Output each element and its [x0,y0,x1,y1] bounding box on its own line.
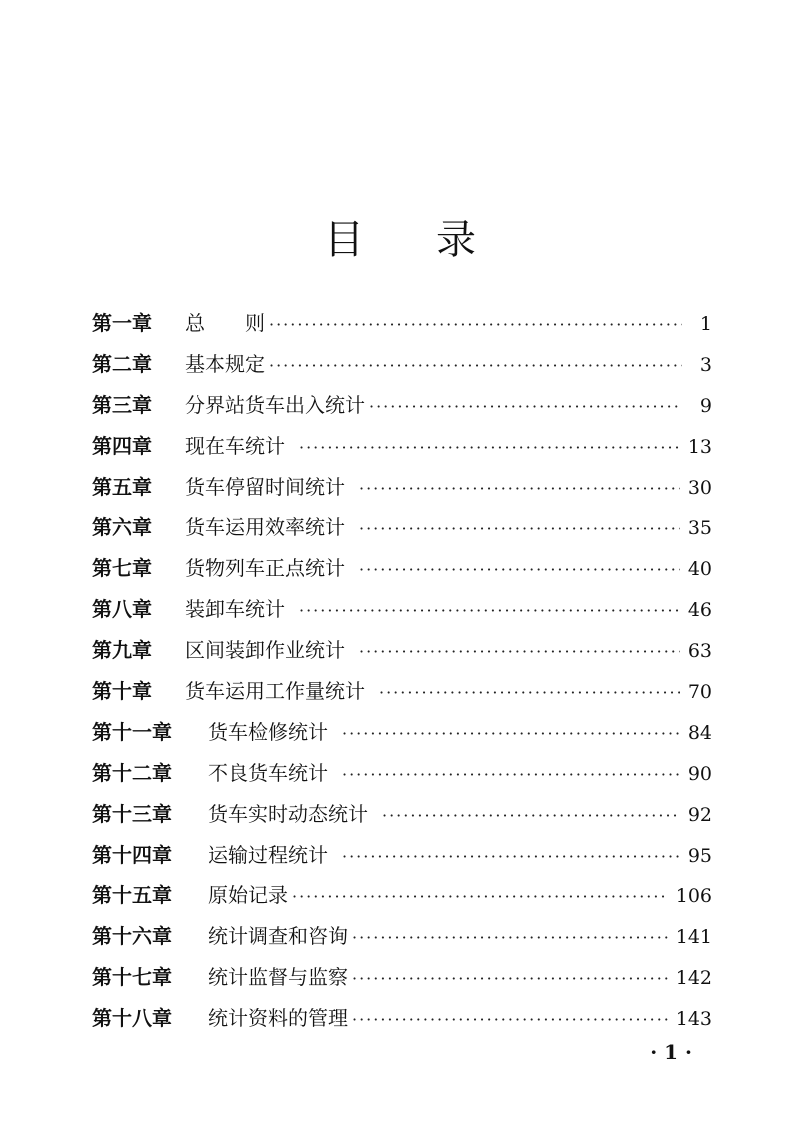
chapter-title: 基本规定 [185,351,265,376]
page-number: 9 [699,394,712,417]
toc-entry[interactable] [92,957,712,998]
table-of-contents [92,303,712,1039]
dot-leader [382,796,680,837]
chapter-number: 第九章 [92,638,152,663]
chapter-title: 货物列车正点统计 [185,556,345,581]
toc-entry[interactable] [92,467,712,508]
page-title-part-2: 录 [436,217,476,263]
chapter-number: 第十八章 [92,1006,172,1031]
page-number: 40 [687,558,712,581]
dot-leader [359,509,680,550]
toc-entry[interactable] [92,794,712,835]
dot-leader [269,346,682,387]
page-number: 143 [675,1008,712,1031]
chapter-number: 第六章 [92,515,152,540]
page-number: 35 [687,517,712,540]
chapter-title: 统计资料的管理 [208,1006,348,1031]
dot-leader [269,305,682,346]
folio-number: · 1 · [650,1040,692,1064]
chapter-number: 第三章 [92,392,152,417]
toc-entry[interactable] [92,998,712,1039]
page-number: 84 [687,721,712,744]
toc-entry[interactable] [92,835,712,876]
toc-entry[interactable] [92,875,712,916]
page-title-part-1: 目 [324,217,364,263]
dot-leader [369,387,682,428]
chapter-number: 第一章 [92,311,152,335]
dot-leader [352,1000,668,1041]
chapter-number: 第十四章 [92,842,172,867]
chapter-title: 装卸车统计 [185,597,285,622]
chapter-title: 货车运用工作量统计 [185,679,365,704]
chapter-title: 现在车统计 [185,433,285,458]
dot-leader [342,714,680,755]
chapter-title: 总 则 [185,311,265,335]
chapter-number: 第十章 [92,679,152,704]
chapter-title: 不良货车统计 [208,760,328,785]
dot-leader [299,428,680,469]
chapter-title: 区间装卸作业统计 [185,638,345,663]
toc-entry[interactable] [92,753,712,794]
chapter-number: 第十六章 [92,924,172,949]
dot-leader [359,550,680,591]
chapter-title: 原始记录 [208,883,288,908]
toc-entry[interactable] [92,589,712,630]
page-number: 141 [675,926,712,949]
page-number: 63 [687,640,712,663]
chapter-title: 统计调查和咨询 [208,924,348,949]
toc-entry[interactable] [92,303,712,344]
chapter-number: 第十七章 [92,965,172,990]
chapter-title: 分界站货车出入统计 [185,392,365,417]
page-number: 30 [687,476,712,499]
page-number: 90 [687,762,712,785]
chapter-number: 第七章 [92,556,152,581]
chapter-number: 第二章 [92,351,152,376]
dot-leader [352,918,668,959]
dot-leader [359,632,680,673]
toc-entry[interactable] [92,630,712,671]
chapter-number: 第十三章 [92,801,172,826]
chapter-title: 运输过程统计 [208,842,328,867]
dot-leader [299,591,680,632]
dot-leader [352,959,668,1000]
dot-leader [342,837,680,878]
toc-entry[interactable] [92,507,712,548]
page-number: 3 [699,353,712,376]
dot-leader [379,673,680,714]
chapter-number: 第八章 [92,597,152,622]
chapter-title: 统计监督与监察 [208,965,348,990]
page-title [0,212,800,268]
chapter-number: 第五章 [92,474,152,499]
chapter-number: 第十一章 [92,719,172,744]
toc-entry[interactable] [92,548,712,589]
chapter-title: 货车运用效率统计 [185,515,345,540]
page-number: 1 [699,313,712,335]
toc-entry[interactable] [92,671,712,712]
page-number: 13 [687,435,712,458]
toc-entry[interactable] [92,426,712,467]
page-folio [0,1040,800,1064]
chapter-title: 货车实时动态统计 [208,801,368,826]
page-number: 106 [675,885,712,908]
page-number: 142 [675,967,712,990]
chapter-title: 货车检修统计 [208,719,328,744]
chapter-number: 第四章 [92,433,152,458]
page-number: 92 [687,803,712,826]
page-number: 70 [687,681,712,704]
chapter-number: 第十二章 [92,760,172,785]
toc-entry[interactable] [92,344,712,385]
dot-leader [359,469,680,510]
page-number: 46 [687,599,712,622]
toc-entry[interactable] [92,385,712,426]
chapter-number: 第十五章 [92,883,172,908]
toc-entry[interactable] [92,712,712,753]
dot-leader [342,755,680,796]
dot-leader [292,877,668,918]
toc-entry[interactable] [92,916,712,957]
page-number: 95 [687,844,712,867]
chapter-title: 货车停留时间统计 [185,474,345,499]
